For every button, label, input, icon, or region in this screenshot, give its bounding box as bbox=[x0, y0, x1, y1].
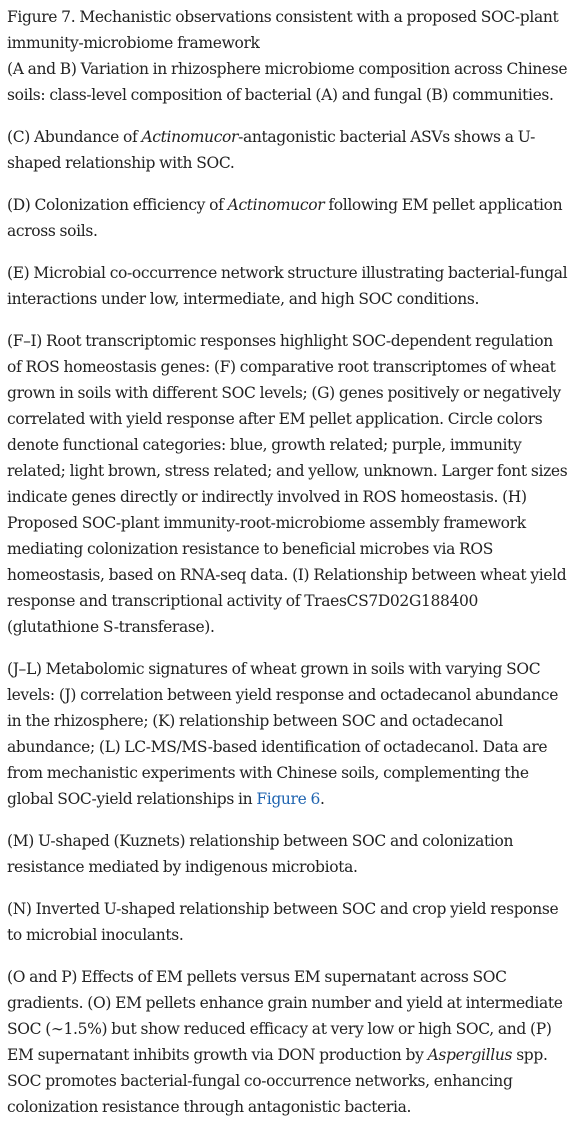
panel-c-description bbox=[7, 124, 571, 176]
panel-d-text: (D) Colonization efficiency of bbox=[7, 196, 228, 214]
panel-d-text-end: following EM pellet application across soils. bbox=[7, 196, 563, 240]
panel-jl-end: . bbox=[320, 790, 325, 808]
panel-m-description: (M) U-shaped (Kuznets) relationship between SOC and colonization resistance mediated by indigenous microbiota. bbox=[7, 832, 514, 876]
panel-c-text: (C) Abundance of bbox=[7, 128, 142, 146]
panel-op-text-end: spp. SOC promotes bacterial-fungal co-occurrence networks, enhancing colonization resistance through antagonistic bacteria. bbox=[7, 1046, 548, 1116]
panel-jl-description bbox=[7, 656, 571, 812]
figure-caption bbox=[7, 4, 571, 1136]
panel-n-description: (N) Inverted U-shaped relationship between SOC and crop yield response to microbial inoculants. bbox=[7, 900, 559, 944]
panel-ab-description: (A and B) Variation in rhizosphere microbiome composition across Chinese soils: class-level composition of bacterial (A) and fungal (B) communities. bbox=[7, 60, 568, 104]
panel-jl-text: (J–L) Metabolomic signatures of wheat grown in soils with varying SOC levels: (J) correlation between yield response and octadecanol abundance in the rhizosphere; (K) relationship between SOC and octadecanol abundance; (L) LC-MS/MS-based identification of octadecanol. Data are from mechanistic experiments with Chinese soils, complementing the global SOC-yield relationships in bbox=[7, 660, 559, 808]
panel-op-description bbox=[7, 964, 571, 1120]
panel-c-text-end: -antagonistic bacterial ASVs shows a U-shaped relationship with SOC. bbox=[7, 128, 536, 172]
panel-op-text: (O and P) Effects of EM pellets versus EM supernatant across SOC gradients. (O) EM pellets enhance grain number and yield at intermediate SOC (∼1.5%) but show reduced efficacy at very low or high SOC, and (P) EM supernatant inhibits growth via DON production by bbox=[7, 968, 563, 1064]
panel-c-taxon: Actinomucor bbox=[141, 128, 239, 146]
panel-op-taxon: Aspergillus bbox=[427, 1046, 513, 1064]
panel-e-description: (E) Microbial co-occurrence network structure illustrating bacterial-fungal interactions under low, intermediate, and high SOC conditions. bbox=[7, 264, 568, 308]
panel-d-taxon: Actinomucor bbox=[227, 196, 325, 214]
figure-6-link[interactable]: Figure 6 bbox=[256, 790, 321, 808]
caption-title-and-ab bbox=[7, 4, 571, 108]
panel-fi-description: (F–I) Root transcriptomic responses highlight SOC-dependent regulation of ROS homeostasis genes: (F) comparative root transcriptomes of wheat grown in soils with different SOC levels; (G) genes positively or negatively correlated with yield response after EM pellet application. Circle colors denote functional categories: blue, growth related; purple, immunity related; light brown, stress related; and yellow, unknown. Larger font sizes indicate genes directly or indirectly involved in ROS homeostasis. (H) Proposed SOC-plant immunity-root-microbiome assembly framework mediating colonization resistance to beneficial microbes via ROS homeostasis, based on RNA-seq data. (I) Relationship between wheat yield response and transcriptional activity of TraesCS7D02G188400 (glutathione S-transferase). bbox=[7, 332, 568, 636]
panel-d-description bbox=[7, 192, 571, 244]
figure-title: Figure 7. Mechanistic observations consistent with a proposed SOC-plant immunity-microbiome framework bbox=[7, 8, 559, 52]
